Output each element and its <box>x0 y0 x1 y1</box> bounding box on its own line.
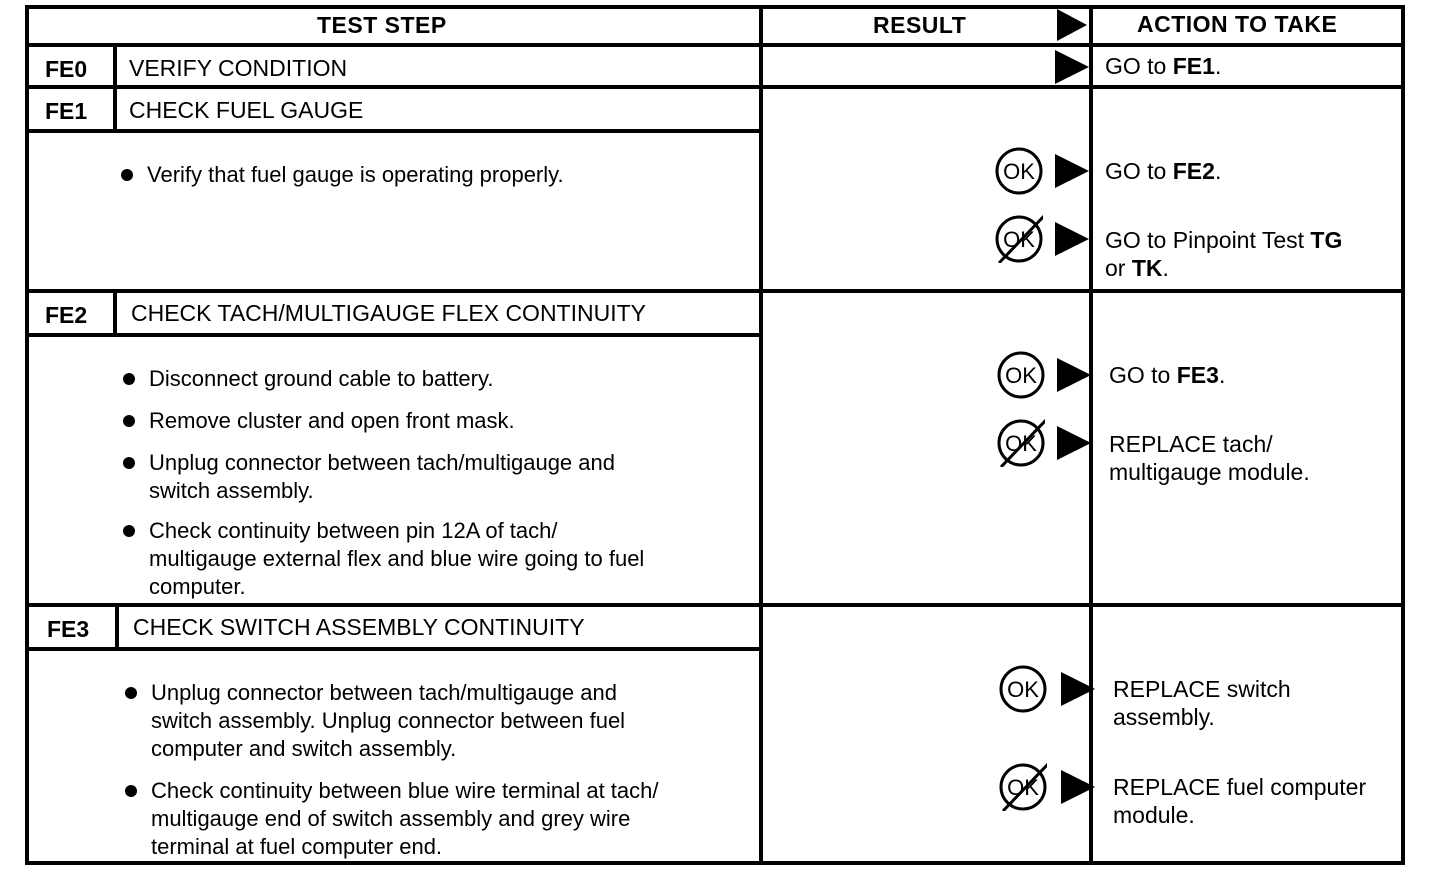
fe1-title-divider <box>25 129 761 133</box>
action-fe2-notok: REPLACE tach/ multigauge module. <box>1109 431 1310 485</box>
bullet-icon <box>125 687 137 699</box>
svg-text:OK: OK <box>1007 677 1039 702</box>
ok-circle-icon <box>997 351 1045 399</box>
table-border-left <box>25 5 29 865</box>
table-border-bottom <box>25 861 1405 865</box>
ok-circle-icon <box>995 147 1043 195</box>
header-divider <box>25 43 1405 47</box>
svg-text:OK: OK <box>1003 227 1035 252</box>
svg-text:OK: OK <box>1005 363 1037 388</box>
header-action: ACTION TO TAKE <box>1137 11 1338 37</box>
fe2-divider <box>25 289 1405 293</box>
step-id-fe0: FE0 <box>45 56 88 82</box>
ok-crossed-circle-icon <box>997 419 1045 467</box>
action-fe1-ok: GO to FE2. <box>1105 158 1222 184</box>
action-fe1-notok-line2: or TK. <box>1105 255 1169 281</box>
action-fe3-ok: REPLACE switch assembly. <box>1113 676 1291 730</box>
table-border-top <box>25 5 1405 9</box>
step-title-fe2: CHECK TACH/MULTIGAUGE FLEX CONTINUITY <box>131 300 646 326</box>
table-border-right <box>1401 5 1405 865</box>
right-arrow-icon <box>1055 222 1089 256</box>
fe3-divider <box>25 603 1405 607</box>
bullet-icon <box>123 373 135 385</box>
fe0-divider <box>25 85 1405 89</box>
id-divider-fe3 <box>115 605 119 649</box>
ok-crossed-circle-icon <box>995 215 1043 263</box>
header-test-step: TEST STEP <box>317 12 447 38</box>
action-fe2-ok: GO to FE3. <box>1109 362 1226 388</box>
step-title-fe3: CHECK SWITCH ASSEMBLY CONTINUITY <box>133 614 585 640</box>
bullet-icon <box>123 457 135 469</box>
step-id-fe1: FE1 <box>45 98 88 124</box>
fe2-title-divider <box>25 333 761 337</box>
ok-crossed-circle-icon <box>999 763 1047 811</box>
ok-circle-icon <box>999 665 1047 713</box>
right-arrow-icon <box>1061 672 1095 706</box>
id-divider-fe2 <box>113 291 117 335</box>
bullet-icon <box>121 169 133 181</box>
svg-text:OK: OK <box>1007 775 1039 800</box>
fe3-title-divider <box>25 647 761 651</box>
right-arrow-icon <box>1061 770 1095 804</box>
step-id-fe3: FE3 <box>47 616 90 642</box>
id-divider-fe0-fe1 <box>113 45 117 131</box>
right-arrow-icon <box>1057 358 1091 392</box>
step-id-fe2: FE2 <box>45 302 88 328</box>
header-result: RESULT <box>873 12 967 38</box>
bullet-icon <box>123 415 135 427</box>
svg-text:OK: OK <box>1005 431 1037 456</box>
svg-text:OK: OK <box>1003 159 1035 184</box>
diagnostic-table: TEST STEP RESULT ACTION TO TAKE FE0 VERIFY CONDITION GO to FE1. FE1 CHECK FUEL GAUGE Verify that fuel gauge is operating properly. OK GO to FE2. OK GO to Pinpoint Test TG or TK. FE2 CHECK TACH/MULTIGAUGE FLEX CONTINUITY Disconnect ground cable to battery. Remove cluster and open front mask. Unplug connector between tach/multigauge and switch assembly. Check continuity between pin 12A of tach/ multigauge external flex and blue wire going to fuel computer. OK GO to FE3. OK REPLACE tach/ multigauge module. FE3 CHECK SWITCH ASSEMBLY CONTINUITY Unplug connector between tach/multigauge and switch assembly. Unplug connector between fuel computer and switch assembly. Check continuity between blue wire terminal at tach/ multigauge end of switch assembly and grey wire terminal at fuel computer end. OK REPLACE switch assembly. OK REPLACE fuel computer module. <box>25 5 1405 865</box>
right-arrow-icon <box>1057 9 1087 41</box>
step-title-fe1: CHECK FUEL GAUGE <box>129 97 364 123</box>
right-arrow-icon <box>1057 426 1091 460</box>
action-fe0: GO to FE1. <box>1105 53 1222 79</box>
step-title-fe0: VERIFY CONDITION <box>129 55 348 81</box>
action-fe1-notok-line1: GO to Pinpoint Test TG <box>1105 227 1343 253</box>
action-fe3-notok: REPLACE fuel computer module. <box>1113 774 1367 828</box>
right-arrow-icon <box>1055 50 1089 84</box>
bullet-icon <box>123 525 135 537</box>
right-arrow-icon <box>1055 154 1089 188</box>
bullet-icon <box>125 785 137 797</box>
